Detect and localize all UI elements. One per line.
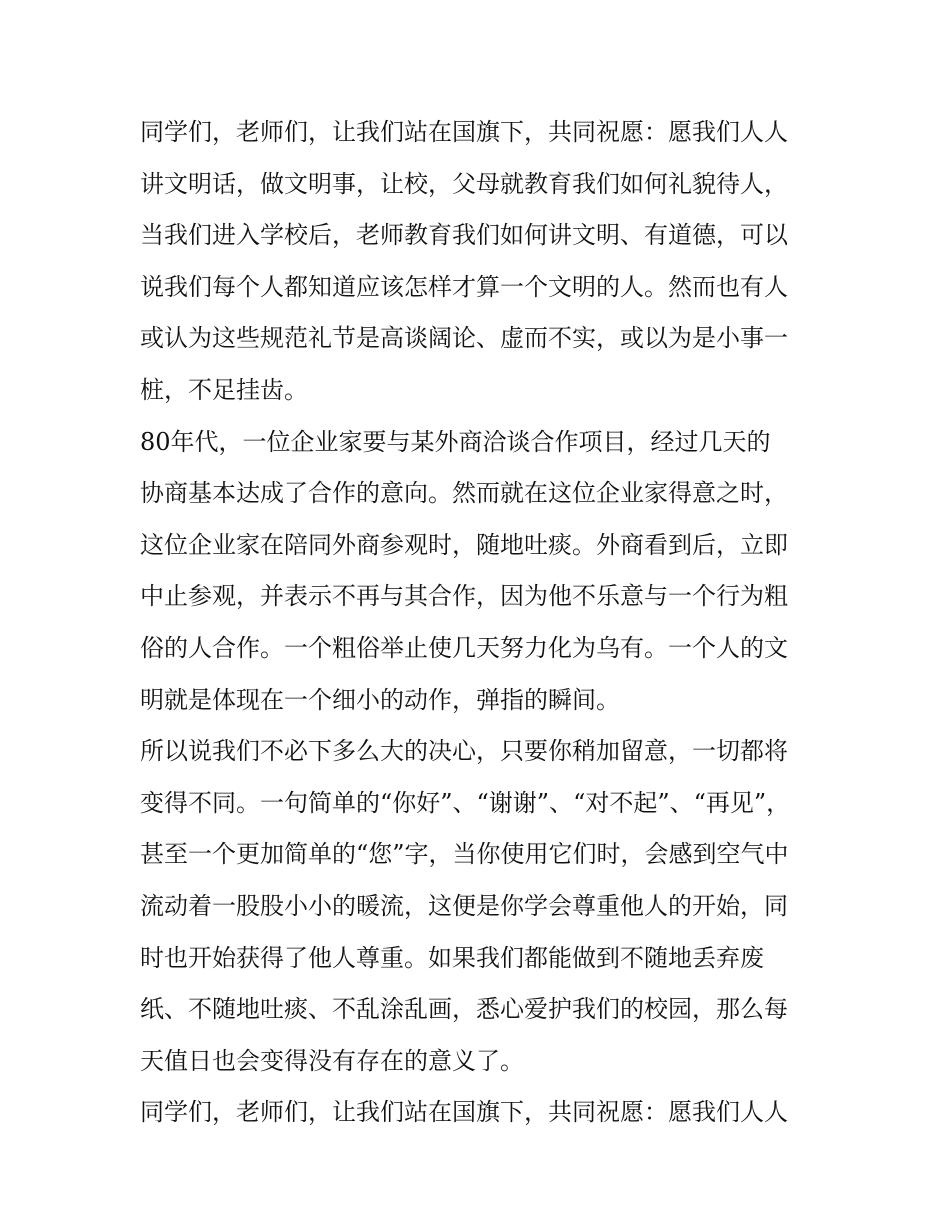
text-line: 俗的人合作。一个粗俗举止使几天努力化为乌有。一个人的文 xyxy=(140,633,788,662)
text-line: 纸、不随地吐痰、不乱涂乱画，悉心爱护我们的校园，那么每 xyxy=(140,995,788,1024)
text-line: 所以说我们不必下多么大的决心，只要你稍加留意，一切都将 xyxy=(140,737,788,766)
text-line: 中止参观，并表示不再与其合作，因为他不乐意与一个行为粗 xyxy=(140,582,788,611)
text-line: 流动着一股股小小的暖流，这便是你学会尊重他人的开始，同 xyxy=(140,891,788,920)
text-line: 时也开始获得了他人尊重。如果我们都能做到不随地丢弃废 xyxy=(140,943,764,972)
text-line: 天值日也会变得没有存在的意义了。 xyxy=(140,1046,524,1075)
text-line: 说我们每个人都知道应该怎样才算一个文明的人。然而也有人 xyxy=(140,272,788,301)
text-line: 80年代，一位企业家要与某外商洽谈合作项目，经过几天的 xyxy=(140,427,771,456)
text-line: 甚至一个更加简单的“您”字，当你使用它们时，会感到空气中 xyxy=(140,840,789,869)
document-body xyxy=(140,107,820,1139)
text-line: 同学们，老师们，让我们站在国旗下，共同祝愿：愿我们人人 xyxy=(140,1098,788,1127)
text-line: 桩，不足挂齿。 xyxy=(140,375,308,404)
text-line: 协商基本达成了合作的意向。然而就在这位企业家得意之时， xyxy=(140,479,788,508)
text-line: 这位企业家在陪同外商参观时，随地吐痰。外商看到后，立即 xyxy=(140,530,788,559)
text-line: 当我们进入学校后，老师教育我们如何讲文明、有道德，可以 xyxy=(140,221,788,250)
text-line: 明就是体现在一个细小的动作，弹指的瞬间。 xyxy=(140,685,620,714)
text-line: 变得不同。一句简单的“你好”、“谢谢”、“对不起”、“再见”， xyxy=(140,788,791,817)
text-line: 同学们，老师们，让我们站在国旗下，共同祝愿：愿我们人人 xyxy=(140,118,788,146)
text-line: 或认为这些规范礼节是高谈阔论、虚而不实，或以为是小事一 xyxy=(140,324,788,353)
text-line: 讲文明话，做文明事，让校，父母就教育我们如何礼貌待人， xyxy=(140,169,788,198)
